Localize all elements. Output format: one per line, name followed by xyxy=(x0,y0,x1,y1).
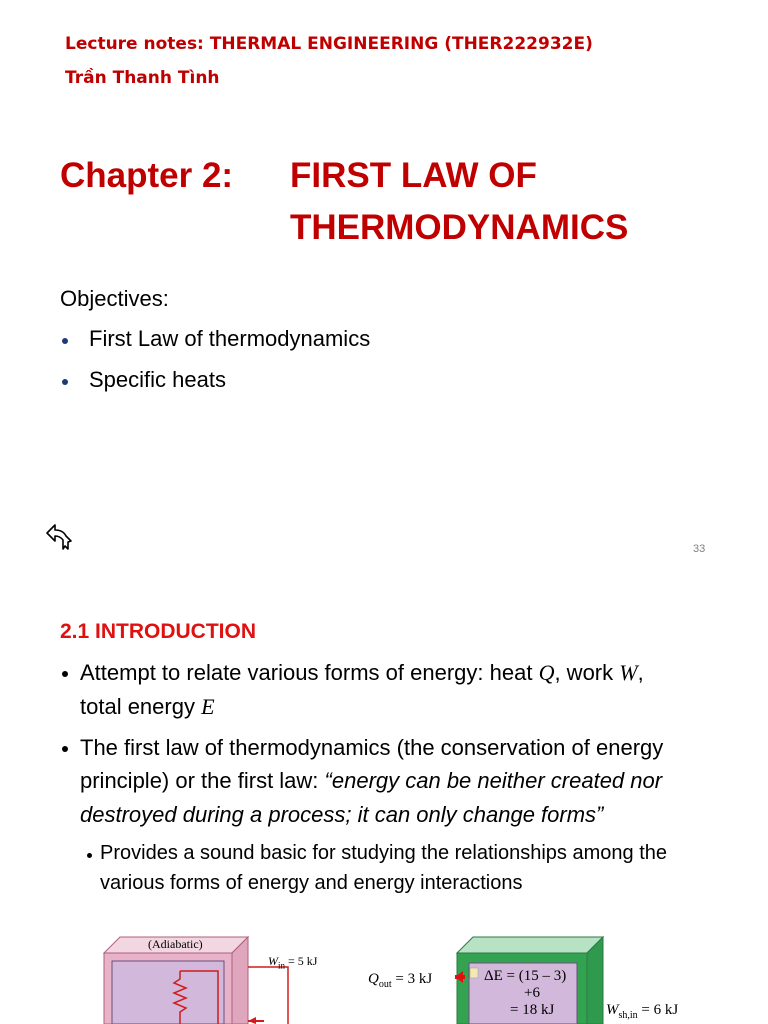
objective-item: First Law of thermodynamics xyxy=(89,326,371,351)
heat-out-label: $Q_{out} = 3$ kJ xyxy=(368,971,433,990)
course-title: Lecture notes: THERMAL ENGINEERING (THER222932E) xyxy=(65,34,593,54)
bullet-icon xyxy=(87,853,92,858)
delta-e-line2: +6 xyxy=(524,985,540,1001)
chapter-title-line2: THERMODYNAMICS xyxy=(290,208,629,247)
sub-bullet-line1: Provides a sound basic for studying the relationships among the xyxy=(100,842,668,864)
bullet-icon xyxy=(62,379,68,385)
chapter-title-line1: FIRST LAW OF xyxy=(290,156,537,195)
author-name: Trần Thanh Tình xyxy=(65,68,220,88)
chapter-number: Chapter 2: xyxy=(60,156,234,195)
bullet-first-law-line3: destroyed during a process; it can only change forms” xyxy=(80,802,604,827)
page-number: 33 xyxy=(693,543,706,555)
bullet-first-law-line1: The first law of thermodynamics (the conservation of energy xyxy=(80,735,664,760)
objective-item: Specific heats xyxy=(89,367,226,392)
bullet-energy-forms: Attempt to relate various forms of energy: heat Q, work W, xyxy=(80,660,644,685)
sub-bullet-line2: various forms of energy and energy interactions xyxy=(100,872,523,894)
delta-e-line3: = 18 kJ xyxy=(510,1002,555,1018)
adiabatic-label: (Adiabatic) xyxy=(148,937,203,951)
bullet-icon xyxy=(62,746,68,752)
section-title: 2.1 INTRODUCTION xyxy=(60,620,257,643)
back-arrow-icon[interactable] xyxy=(44,522,74,552)
bullet-icon xyxy=(62,338,68,344)
delta-e-line1: ΔE = (15 – 3) xyxy=(484,968,567,984)
work-in-label: $W_{in} = 5$ kJ xyxy=(268,954,318,971)
bullet-icon xyxy=(62,671,68,677)
bullet-first-law-line2: principle) or the first law: “energy can be neither created nor xyxy=(80,768,663,793)
objectives-heading: Objectives: xyxy=(60,286,169,311)
bullet-energy-forms-line2: total energy E xyxy=(80,694,215,719)
shaft-work-label: $W_{sh,in} = 6$ kJ xyxy=(606,1002,679,1021)
